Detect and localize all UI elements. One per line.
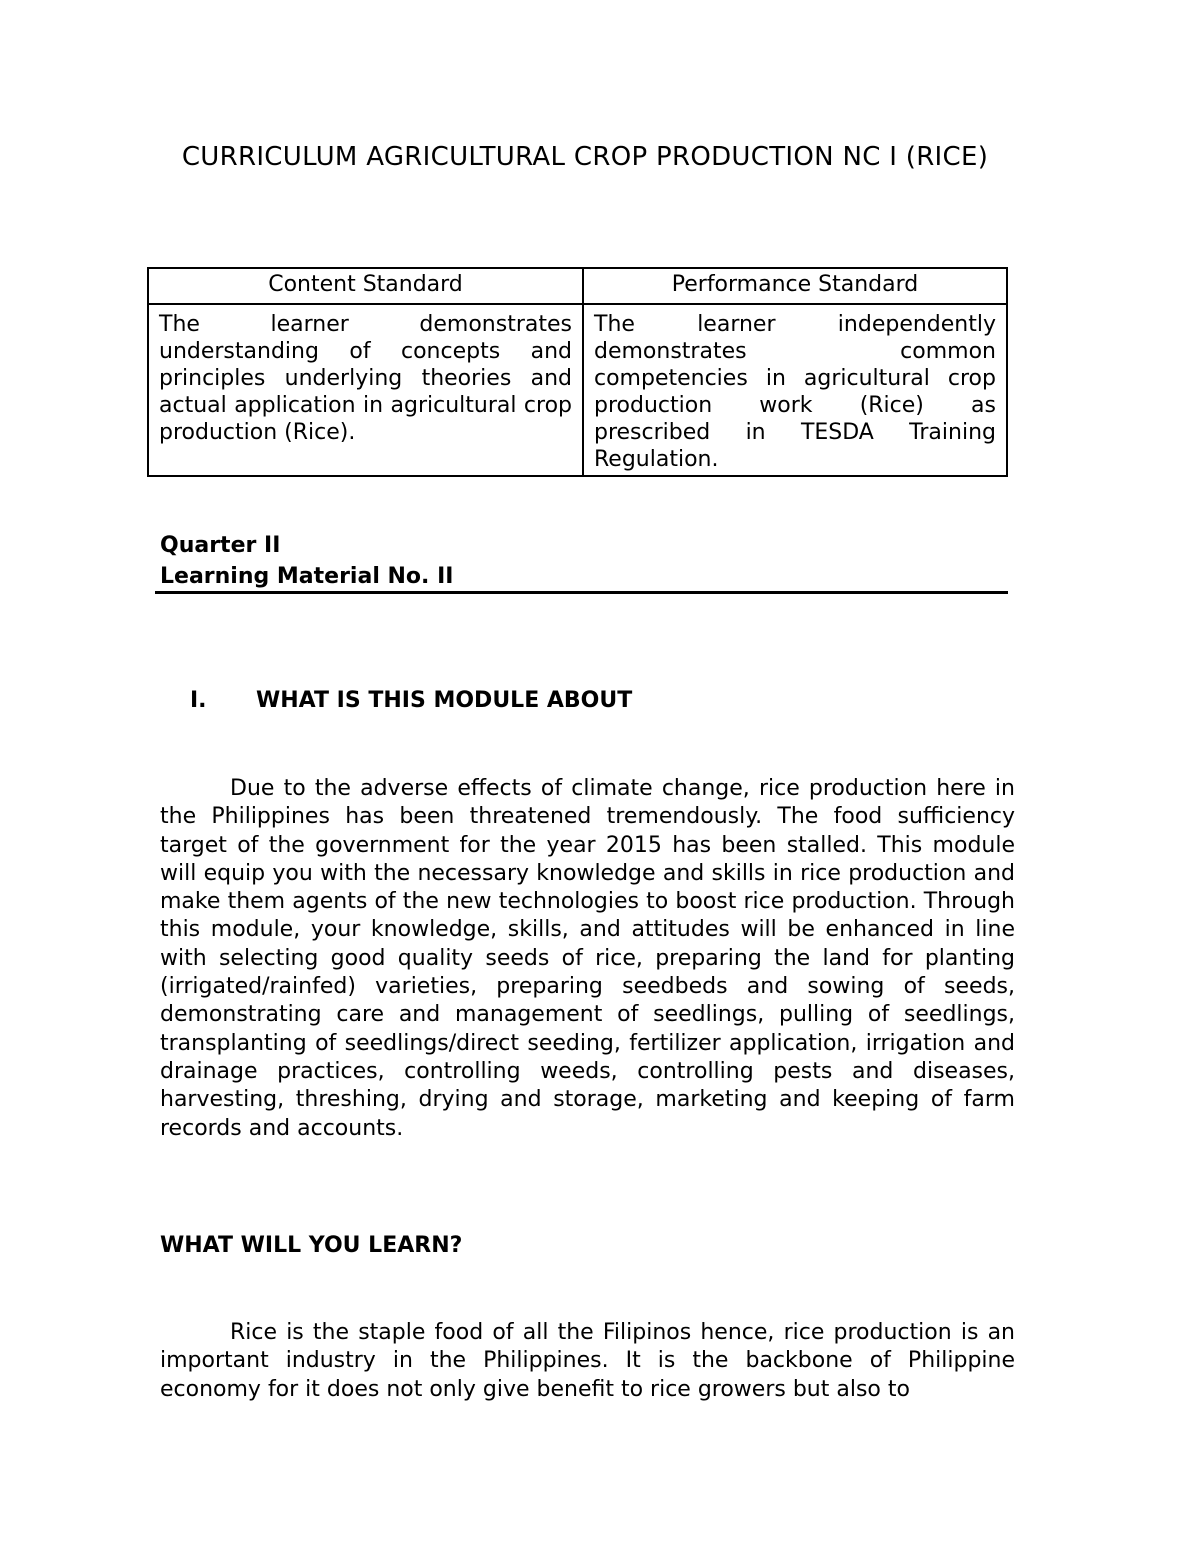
standards-table xyxy=(147,267,1008,477)
quarter-label: Quarter II xyxy=(160,533,281,558)
quarter-block xyxy=(160,530,453,592)
section-number: I. xyxy=(190,688,207,713)
content-standard-cell: The learner demonstrates understanding of concepts and principles underlying theories and actual application in agricultural crop production (Rice). xyxy=(148,304,583,476)
module-about-paragraph: Due to the adverse effects of climate change, rice production here in the Philippines has been threatened tremendously. The food sufficiency target of the government for the year 2015 has been stalled. This module will equip you with the necessary knowledge and skills in rice production and make them agents of the new technologies to boost rice production. Through this module, your knowledge, skills, and attitudes will be enhanced in line with selecting good quality seeds of rice, preparing the land for planting (irrigated/rainfed) varieties, preparing seedbeds and sowing of seeds, demonstrating care and management of seedlings, pulling of seedlings, transplanting of seedlings/direct seeding, fertilizer application, irrigation and drainage practices, controlling weeds, controlling pests and diseases, harvesting, threshing, drying and storage, marketing and keeping of farm records and accounts. xyxy=(160,776,1015,1141)
table-row xyxy=(148,304,1007,476)
performance-standard-header: Performance Standard xyxy=(583,268,1007,304)
performance-standard-cell: The learner independently demonstrates common competencies in agricultural crop production work (Rice) as prescribed in TESDA Training Regulation. xyxy=(583,304,1007,476)
table-header-row xyxy=(148,268,1007,304)
section-title: WHAT IS THIS MODULE ABOUT xyxy=(256,688,633,713)
section-divider xyxy=(155,591,1008,594)
what-will-you-learn-heading: WHAT WILL YOU LEARN? xyxy=(160,1233,463,1258)
page-title: CURRICULUM AGRICULTURAL CROP PRODUCTION NC I (RICE) xyxy=(181,142,989,172)
learning-material-label: Learning Material No. II xyxy=(160,564,454,589)
content-standard-header: Content Standard xyxy=(148,268,583,304)
learn-paragraph: Rice is the staple food of all the Filipinos hence, rice production is an important industry in the Philippines. It is the backbone of Philippine economy for it does not only give benefit to rice growers but also to xyxy=(160,1320,1015,1402)
section-heading xyxy=(190,686,632,716)
